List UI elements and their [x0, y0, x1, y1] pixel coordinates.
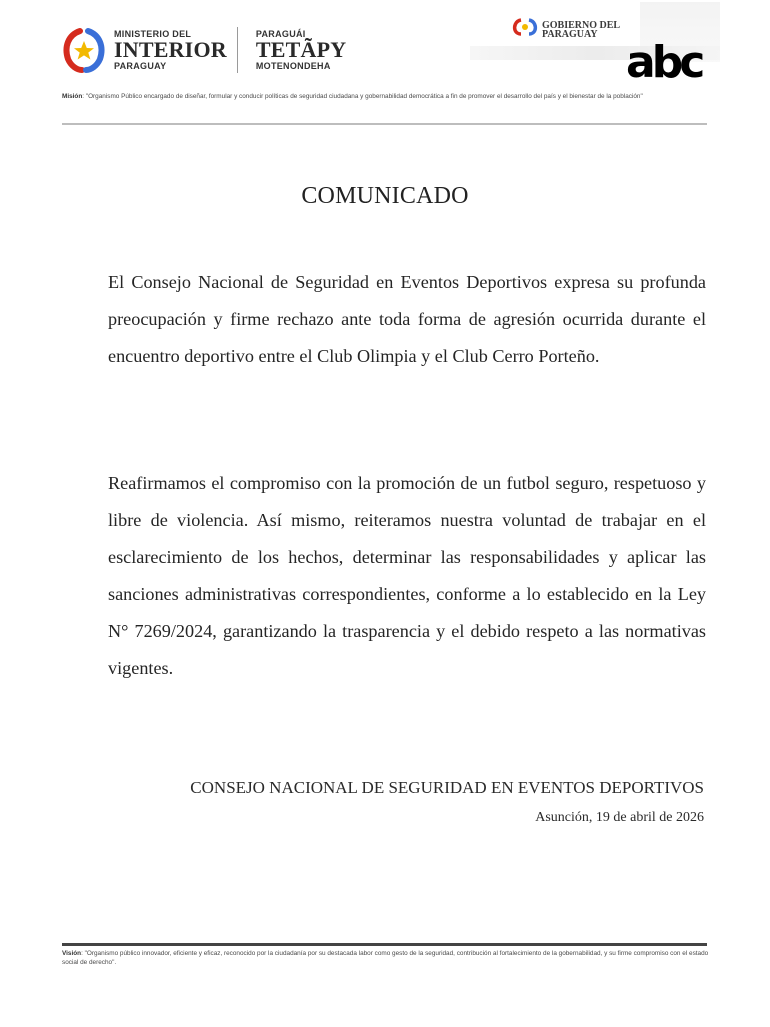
- abc-watermark-logo: abc: [626, 37, 702, 88]
- vision-statement: [62, 949, 712, 967]
- document-title: COMUNICADO: [301, 183, 469, 209]
- ministry-line1: MINISTERIO DEL: [114, 29, 192, 39]
- ministry-line2: INTERIOR: [114, 37, 227, 62]
- signature: CONSEJO NACIONAL DE SEGURIDAD EN EVENTOS DEPORTIVOS: [190, 778, 704, 797]
- mission-statement: [62, 92, 712, 101]
- paragraph-1: El Consejo Nacional de Seguridad en Eventos Deportivos expresa su profunda preocupación y firme rechazo ante toda forma de agresión ocurrida durante el encuentro deportivo entre el Club Olimpia y el Club Cerro Porteño.: [108, 272, 706, 367]
- government-emblem-icon: [512, 18, 538, 41]
- vision-text: : "Organismo público innovador, eficiente y eficaz, reconocido por la ciudadanía por su destacada labor como gesto de la seguridad, contribución al fortalecimiento de la gobernabilidad, y su firme compromiso con el estado social de derecho".: [62, 950, 709, 966]
- paragraph-2: Reafirmamos el compromiso con la promoción de un futbol seguro, respetuoso y libre de violencia. Así mismo, reiteramos nuestra voluntad de trabajar en el esclarecimiento de los hechos, determinar las responsabilidades y aplicar las sanciones administrativas correspondientes, conforme a lo establecido en la Ley N° 7269/2024, garantizando la trasparencia y el debido respeto a las normativas vigentes.: [108, 473, 706, 679]
- mission-label: Misión: [62, 93, 83, 100]
- government-logo: [512, 18, 620, 41]
- mission-text: : "Organismo Público encargado de diseñar, formular y conducir políticas de seguridad ciudadana y gobernabilidad democrática a fin de promover el desarrollo del país y el bienestar de la población": [82, 93, 643, 100]
- guarani-line3: MOTENONDEHA: [255, 61, 331, 71]
- government-line2: PARAGUAY: [542, 28, 598, 40]
- government-line1: GOBIERNO DEL: [542, 19, 621, 31]
- document-date: Asunción, 19 de abril de 2026: [535, 810, 704, 825]
- logo-divider: [237, 27, 238, 73]
- guarani-line2: TETÃPY: [255, 37, 347, 62]
- footer-divider: [62, 943, 707, 946]
- header-divider: [62, 123, 707, 125]
- paraguay-emblem-icon: [62, 27, 106, 73]
- ministry-logo: [62, 27, 346, 73]
- guarani-line1: PARAGUÁI: [255, 29, 306, 39]
- letterhead: [0, 0, 770, 130]
- ministry-line3: PARAGUAY: [114, 61, 167, 71]
- vision-label: Visión: [62, 950, 82, 957]
